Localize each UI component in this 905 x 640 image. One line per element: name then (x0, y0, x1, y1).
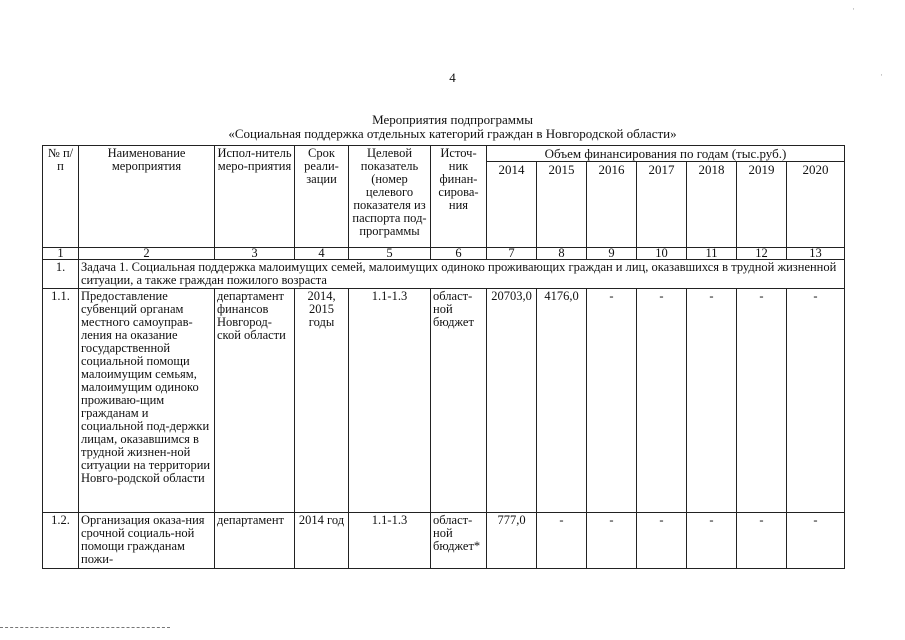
header-year: 2018 (687, 162, 737, 248)
header-executor: Испол-нитель меро-приятия (215, 146, 295, 248)
header-row-1 (43, 146, 845, 162)
column-number: 4 (295, 248, 349, 260)
page-bottom-rule (0, 627, 170, 628)
header-financing: Объем финансирования по годам (тыс.руб.) (487, 146, 845, 162)
column-number-row (43, 248, 845, 260)
column-number: 3 (215, 248, 295, 260)
header-source: Источ-ник финан-сирова-ния (431, 146, 487, 248)
row-value-2018: - (687, 289, 737, 513)
task-number: 1. (43, 260, 79, 289)
activities-table (42, 145, 845, 569)
column-number: 10 (637, 248, 687, 260)
table-row (43, 289, 845, 513)
row-activity-name: Предоставление субвенций органам местного самоуправ-ления на оказание государственной социальной помощи малоимущим семьям, малоимущим одиноко проживаю-щим гражданам и социальной под-держки лицам, оказавшимся в трудной жизнен-ной ситуации на территории Новго-родской области (79, 289, 215, 513)
row-value-2016: - (587, 289, 637, 513)
scan-mark: · (880, 70, 883, 80)
column-number: 11 (687, 248, 737, 260)
header-year: 2015 (537, 162, 587, 248)
header-year: 2019 (737, 162, 787, 248)
row-value-2017: - (637, 289, 687, 513)
task-text: Задача 1. Социальная поддержка малоимущих семей, малоимущих одиноко проживающих граждан и лиц, оказавшихся в трудной жизненной ситуации, а также граждан пожилого возраста (79, 260, 845, 289)
column-number: 6 (431, 248, 487, 260)
row-period: 2014 год (295, 513, 349, 569)
row-value-2017: - (637, 513, 687, 569)
header-indicator: Целевой показатель (номер целевого показателя из паспорта под-программы (349, 146, 431, 248)
page-number: 4 (449, 70, 456, 85)
row-value-2019: - (737, 289, 787, 513)
header-name: Наименование мероприятия (79, 146, 215, 248)
header-year: 2016 (587, 162, 637, 248)
column-number: 5 (349, 248, 431, 260)
column-number: 2 (79, 248, 215, 260)
task-row (43, 260, 845, 289)
row-period: 2014, 2015 годы (295, 289, 349, 513)
row-activity-name: Организация оказа-ния срочной социаль-ной помощи гражданам пожи- (79, 513, 215, 569)
row-value-2020: - (787, 289, 845, 513)
header-num: № п/п (43, 146, 79, 248)
table-row (43, 513, 845, 569)
scan-mark: · (852, 4, 855, 14)
column-number: 1 (43, 248, 79, 260)
column-number: 8 (537, 248, 587, 260)
header-year: 2017 (637, 162, 687, 248)
row-value-2020: - (787, 513, 845, 569)
row-source: област-ной бюджет (431, 289, 487, 513)
column-number: 12 (737, 248, 787, 260)
row-executor: департамент (215, 513, 295, 569)
header-year: 2020 (787, 162, 845, 248)
row-indicator: 1.1-1.3 (349, 513, 431, 569)
column-number: 7 (487, 248, 537, 260)
title-line-2: «Социальная поддержка отдельных категорий граждан в Новгородской области» (228, 126, 677, 141)
row-executor: департамент финансов Новгород-ской области (215, 289, 295, 513)
title-line-1: Мероприятия подпрограммы (372, 112, 533, 127)
row-source: област-ной бюджет* (431, 513, 487, 569)
row-value-2014: 20703,0 (487, 289, 537, 513)
row-value-2015: - (537, 513, 587, 569)
column-number: 13 (787, 248, 845, 260)
row-number: 1.1. (43, 289, 79, 513)
row-value-2016: - (587, 513, 637, 569)
header-year: 2014 (487, 162, 537, 248)
header-period: Срок реали-зации (295, 146, 349, 248)
row-value-2019: - (737, 513, 787, 569)
row-number: 1.2. (43, 513, 79, 569)
row-indicator: 1.1-1.3 (349, 289, 431, 513)
row-value-2018: - (687, 513, 737, 569)
document-title (0, 113, 905, 141)
column-number: 9 (587, 248, 637, 260)
row-value-2015: 4176,0 (537, 289, 587, 513)
row-value-2014: 777,0 (487, 513, 537, 569)
